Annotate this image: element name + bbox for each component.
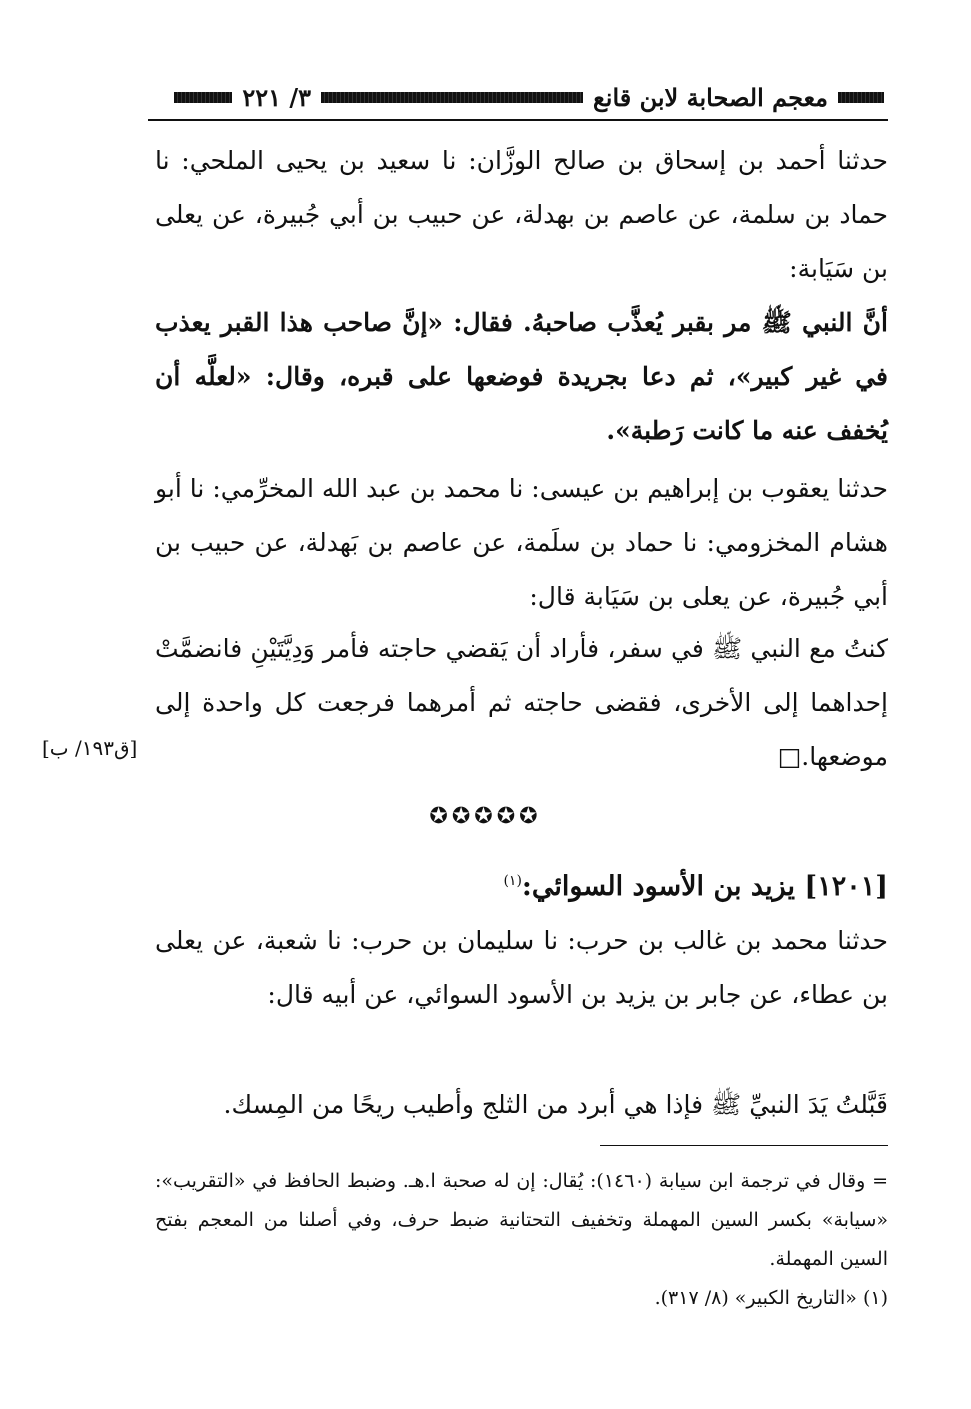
- isnad-paragraph: [155, 134, 888, 296]
- header-ornament-bar: [321, 92, 583, 103]
- paragraph-text: قَبَّلتُ يَدَ النبيِّ ﷺ فإذا هي أبرد من الثلج وأطيب ريحًا من المِسك.: [223, 1090, 888, 1119]
- paragraph-text: حدثنا يعقوب بن إبراهيم بن عيسى: نا محمد بن عبد الله المخرِّمي: نا أبو هشام المخزومي: نا حماد بن سلَمة، عن عاصم بن بَهدلة، عن حبيب بن أبي جُبيرة، عن يعلى بن سَيَابة قال:: [155, 474, 888, 611]
- footnote-reference: (١): [503, 873, 522, 889]
- hadith-paragraph: [155, 1078, 888, 1132]
- header-rule: [148, 119, 888, 121]
- footnotes: [155, 1162, 888, 1318]
- section-separator: ✪✪✪✪✪: [429, 804, 542, 829]
- header-ornament-bar: [838, 92, 884, 103]
- footnote-rule: [600, 1145, 888, 1146]
- folio-marker: [ق١٩٣/ ب]: [42, 736, 138, 760]
- footnote-continued: = وقال في ترجمة ابن سيابة (١٤٦٠): يُقال: إن له صحبة ا.هـ. وضبط الحافظ في «التقريب»: «سيابة» بكسر السين المهملة وتخفيف التحتانية ضبط حرف، وفي أصلنا من المعجم بفتح السين المهملة.: [155, 1170, 889, 1270]
- paragraph-text: حدثنا محمد بن غالب بن حرب: نا سليمان بن حرب: نا شعبة، عن يعلى بن عطاء، عن جابر بن يزيد بن الأسود السوائي، عن أبيه قال:: [155, 926, 888, 1009]
- running-header: [148, 80, 884, 114]
- footnote-1: (١) «التاريخ الكبير» (٨/ ٣١٧).: [654, 1287, 888, 1309]
- paragraph-text: كنتُ مع النبي ﷺ في سفر، فأراد أن يَقضي حاجته فأمر وَدِيَّتَيْنِ فانضمَّتْ إحداهما إلى الأخرى، فقضى حاجته ثم أمرهما فرجعت كل واحدة إلى موضعها.□: [155, 634, 888, 771]
- header-title: معجم الصحابة لابن قانع: [593, 82, 828, 112]
- hadith-paragraph: [155, 622, 888, 784]
- hadith-paragraph: [155, 296, 888, 458]
- entry-heading: [155, 856, 888, 912]
- isnad-paragraph: [155, 914, 888, 1022]
- entry-heading-text: [١٢٠١] يزيد بن الأسود السوائي:: [521, 871, 888, 902]
- paragraph-text: حدثنا أحمد بن إسحاق بن صالح الوزَّان: نا سعيد بن يحيى الملحي: نا حماد بن سلمة، عن عاصم بن بهدلة، عن حبيب بن أبي جُبيرة، عن يعلى بن سَيَابة:: [155, 146, 888, 283]
- isnad-paragraph: [155, 462, 888, 624]
- header-volume-page: ٣/ ٢٢١: [242, 82, 312, 112]
- paragraph-text: أنَّ النبي ﷺ مر بقبر يُعذَّب صاحبهُ. فقال: «إنَّ صاحب هذا القبر يعذب في غير كبير»، ثم دعا بجريدة فوضعها على قبره، وقال: «لعلَّه أن يُخفف عنه ما كانت رَطبة».: [155, 308, 888, 445]
- header-ornament-bar: [174, 92, 232, 103]
